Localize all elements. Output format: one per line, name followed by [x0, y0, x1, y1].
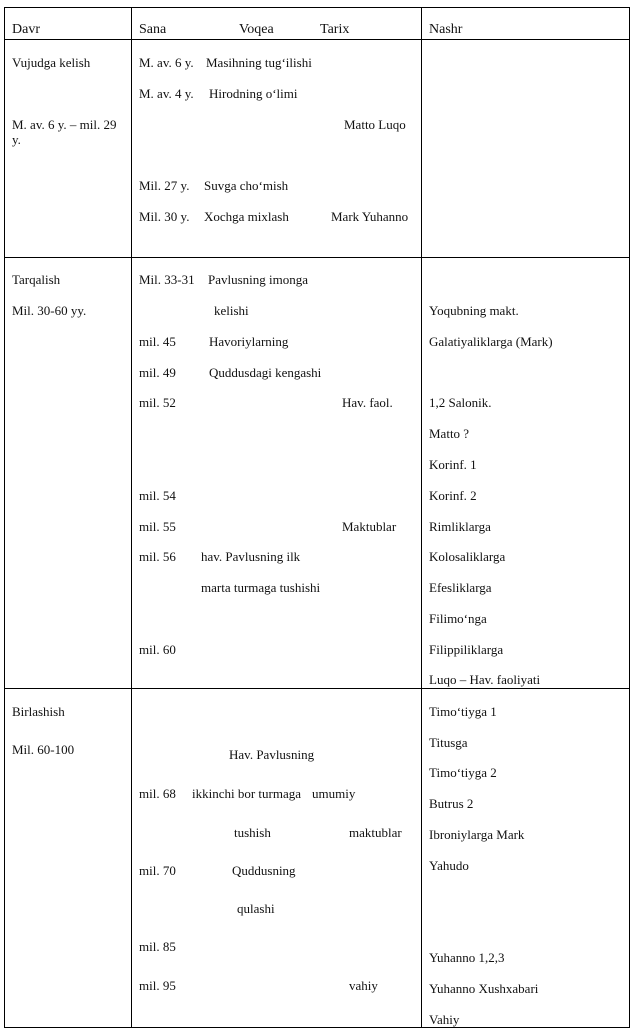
header-sana: Sana — [139, 22, 167, 37]
publication-cell: Timo‘tiyga 2 — [429, 765, 497, 780]
event-cell: hav. Pavlusning ilk — [201, 549, 301, 564]
date-cell: mil. 60 — [139, 642, 176, 657]
table-border-left — [4, 7, 5, 1028]
publication-cell: Filimo‘nga — [429, 611, 487, 626]
publication-cell: Butrus 2 — [429, 796, 474, 811]
header-divider — [4, 39, 630, 40]
publication-cell: Titusga — [429, 735, 468, 750]
column-divider-2 — [421, 7, 422, 1028]
publication-cell: Rimliklarga — [429, 519, 491, 534]
publication-cell: Filippiliklarga — [429, 642, 504, 657]
date-cell: M. av. 4 y. — [139, 86, 194, 101]
header-davr: Davr — [12, 22, 40, 37]
date-cell: mil. 56 — [139, 549, 176, 564]
event-cell: Xochga mixlash — [204, 209, 289, 224]
history-cell: Mark Yuhanno — [331, 209, 409, 224]
period-name: Vujudga kelish — [12, 55, 91, 70]
publication-cell: Yoqubning makt. — [429, 303, 519, 318]
event-cell: Hirodning o‘limi — [209, 86, 298, 101]
event-cell: Quddusdagi kengashi — [209, 365, 322, 380]
date-cell: Mil. 30 y. — [139, 209, 190, 224]
date-cell: mil. 52 — [139, 395, 176, 410]
publication-cell: Korinf. 2 — [429, 488, 477, 503]
publication-cell: Korinf. 1 — [429, 457, 477, 472]
date-cell: Mil. 27 y. — [139, 178, 190, 193]
event-cell: Quddusning — [232, 863, 296, 878]
event-cell: Masihning tug‘ilishi — [206, 55, 312, 70]
period-range-cont: y. — [12, 132, 21, 147]
table-border-top — [4, 7, 630, 8]
date-cell: mil. 70 — [139, 863, 176, 878]
event-cell: tushish — [234, 825, 271, 840]
event-cell: ikkinchi bor turmaga — [192, 786, 302, 801]
publication-cell: Yuhanno 1,2,3 — [429, 950, 505, 965]
history-cell: Maktublar — [342, 519, 397, 534]
publication-cell: Vahiy — [429, 1012, 460, 1027]
publication-cell: Luqo – Hav. faoliyati — [429, 672, 541, 687]
publication-cell: Yahudo — [429, 858, 469, 873]
event-cell: Havoriylarning — [209, 334, 289, 349]
event-cell: Hav. Pavlusning — [229, 747, 315, 762]
date-cell: mil. 85 — [139, 939, 176, 954]
section-divider-1 — [4, 257, 630, 258]
period-name: Birlashish — [12, 704, 65, 719]
history-cell: Hav. faol. — [342, 395, 393, 410]
publication-cell: Galatiyaliklarga (Mark) — [429, 334, 553, 349]
publication-cell: Kolosaliklarga — [429, 549, 506, 564]
date-cell: mil. 95 — [139, 978, 176, 993]
period-range: Mil. 30-60 yy. — [12, 303, 87, 318]
period-range: Mil. 60-100 — [12, 742, 75, 757]
header-voqea: Voqea — [239, 22, 274, 37]
publication-cell: Ibroniylarga Mark — [429, 827, 525, 842]
date-cell: M. av. 6 y. — [139, 55, 194, 70]
section-divider-2 — [4, 688, 630, 689]
publication-cell: Yuhanno Xushxabari — [429, 981, 539, 996]
event-cell: Pavlusning imonga — [208, 272, 309, 287]
date-cell: mil. 45 — [139, 334, 176, 349]
event-cell: qulashi — [237, 901, 275, 916]
date-cell: mil. 55 — [139, 519, 176, 534]
publication-cell: Matto ? — [429, 426, 470, 441]
history-cell: vahiy — [349, 978, 378, 993]
event-cell: Suvga cho‘mish — [204, 178, 289, 193]
header-tarix: Tarix — [320, 22, 350, 37]
date-cell: mil. 49 — [139, 365, 176, 380]
date-cell: mil. 54 — [139, 488, 176, 503]
period-name: Tarqalish — [12, 272, 61, 287]
history-cell: Matto Luqo — [344, 117, 406, 132]
event-cell: marta turmaga tushishi — [201, 580, 321, 595]
period-range: M. av. 6 y. – mil. 29 — [12, 117, 117, 132]
publication-cell: Efesliklarga — [429, 580, 492, 595]
table-border-right — [629, 7, 630, 1028]
event-cell: kelishi — [214, 303, 249, 318]
history-cell: umumiy — [312, 786, 356, 801]
header-nashr: Nashr — [429, 22, 463, 37]
publication-cell: 1,2 Salonik. — [429, 395, 492, 410]
table-border-bottom — [4, 1027, 630, 1028]
column-divider-1 — [131, 7, 132, 1028]
history-cell: maktublar — [349, 825, 402, 840]
publication-cell: Timo‘tiyga 1 — [429, 704, 497, 719]
date-cell: Mil. 33-31 — [139, 272, 195, 287]
date-cell: mil. 68 — [139, 786, 176, 801]
